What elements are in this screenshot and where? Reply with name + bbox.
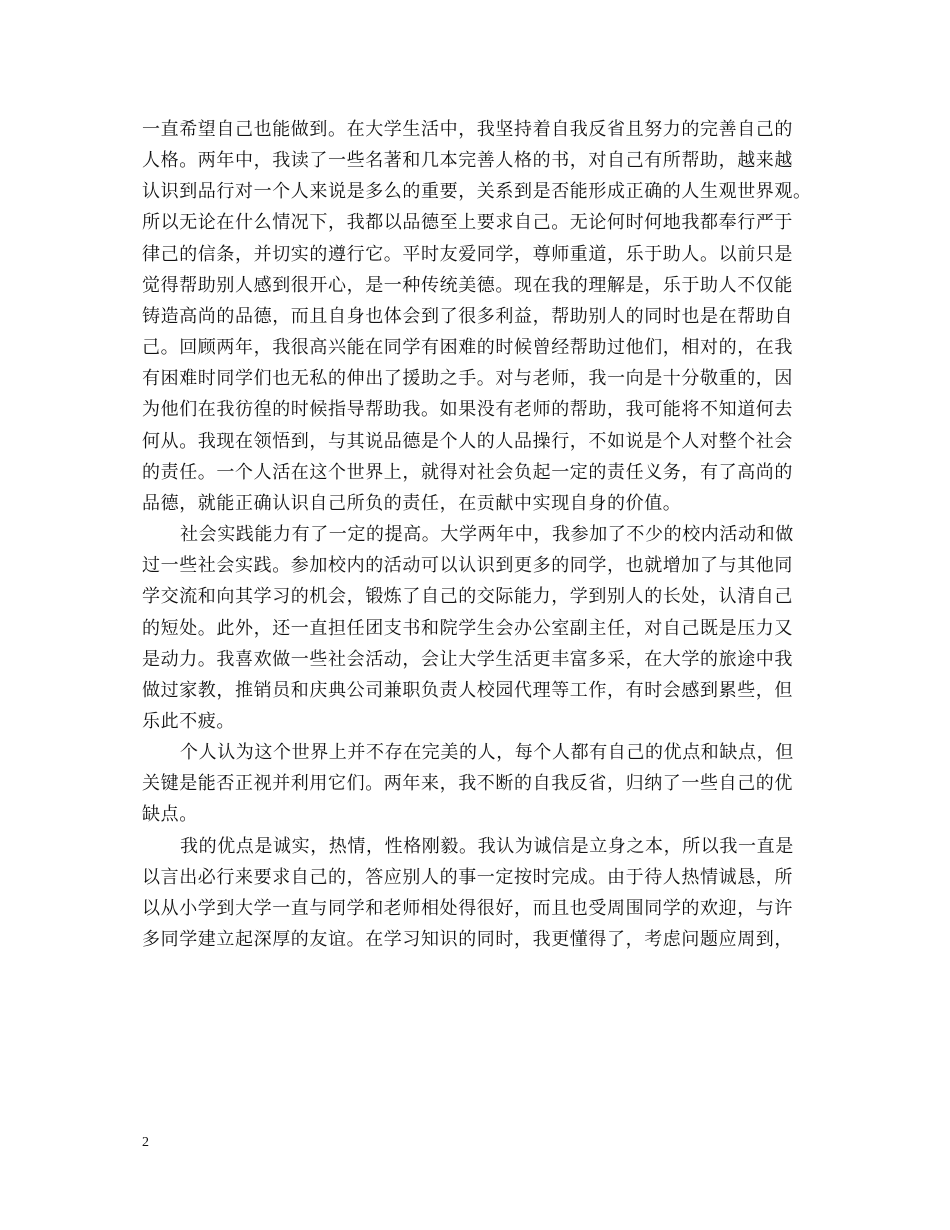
text-line: 所以无论在什么情况下，我都以品德至上要求自己。无论何时何地我都奉行严于 <box>142 212 793 234</box>
text-line: 个人认为这个世界上并不存在完美的人，每个人都有自己的优点和缺点，但 <box>180 742 794 764</box>
text-line: 是动力。我喜欢做一些社会活动，会让大学生活更丰富多采，在大学的旅途中我 <box>142 648 793 670</box>
text-line: 的短处。此外，还一直担任团支书和院学生会办公室副主任，对自己既是压力又 <box>142 617 793 639</box>
text-line: 有困难时同学们也无私的伸出了援助之手。对与老师，我一向是十分敬重的，因 <box>142 368 793 390</box>
text-line: 做过家教，推销员和庆典公司兼职负责人校园代理等工作，有时会感到累些，但 <box>142 679 793 701</box>
text-line: 缺点。 <box>142 804 198 826</box>
text-line: 铸造高尚的品德，而且自身也体会到了很多利益，帮助别人的同时也是在帮助自 <box>142 305 793 327</box>
text-line: 的责任。一个人活在这个世界上，就得对社会负起一定的责任义务，有了高尚的 <box>142 461 793 483</box>
document-body <box>142 114 822 955</box>
text-line: 一直希望自己也能做到。在大学生活中，我坚持着自我反省且努力的完善自己的 <box>142 119 793 140</box>
text-line: 觉得帮助别人感到很开心，是一种传统美德。现在我的理解是，乐于助人不仅能 <box>142 274 793 296</box>
paragraph-character <box>142 114 822 519</box>
paragraph-strengths <box>142 831 822 956</box>
text-line: 学交流和向其学习的机会，锻炼了自己的交际能力，学到别人的长处，认清自己 <box>142 586 793 608</box>
text-line: 多同学建立起深厚的友谊。在学习知识的同时，我更懂得了，考虑问题应周到， <box>142 929 793 951</box>
text-line: 以言出必行来要求自己的，答应别人的事一定按时完成。由于待人热情诚恳，所 <box>142 866 793 888</box>
text-line: 何从。我现在领悟到，与其说品德是个人的人品操行，不如说是个人对整个社会 <box>142 430 793 452</box>
text-line: 社会实践能力有了一定的提高。大学两年中，我参加了不少的校内活动和做 <box>180 524 794 546</box>
text-line: 乐此不疲。 <box>142 710 235 732</box>
text-line: 我的优点是诚实，热情，性格刚毅。我认为诚信是立身之本，所以我一直是 <box>180 835 794 857</box>
text-line: 人格。两年中，我读了一些名著和几本完善人格的书，对自己有所帮助，越来越 <box>142 150 793 172</box>
page-number: 2 <box>142 1135 149 1150</box>
text-line: 品德，就能正确认识自己所负的责任，在贡献中实现自身的价值。 <box>142 492 682 514</box>
text-line: 律己的信条，并切实的遵行它。平时友爱同学，尊师重道，乐于助人。以前只是 <box>142 243 793 265</box>
paragraph-social-practice <box>142 519 822 737</box>
text-line: 关键是能否正视并利用它们。两年来，我不断的自我反省，归纳了一些自己的优 <box>142 773 793 795</box>
text-line: 为他们在我彷徨的时候指导帮助我。如果没有老师的帮助，我可能将不知道何去 <box>142 399 793 421</box>
paragraph-self-reflection <box>142 737 822 830</box>
text-line: 己。回顾两年，我很高兴能在同学有困难的时候曾经帮助过他们，相对的，在我 <box>142 337 793 359</box>
text-line: 以从小学到大学一直与同学和老师相处得很好，而且也受周围同学的欢迎，与许 <box>142 897 793 919</box>
text-line: 过一些社会实践。参加校内的活动可以认识到更多的同学，也就增加了与其他同 <box>142 555 793 577</box>
text-line: 认识到品行对一个人来说是多么的重要，关系到是否能形成正确的人生观世界观。 <box>142 181 812 203</box>
